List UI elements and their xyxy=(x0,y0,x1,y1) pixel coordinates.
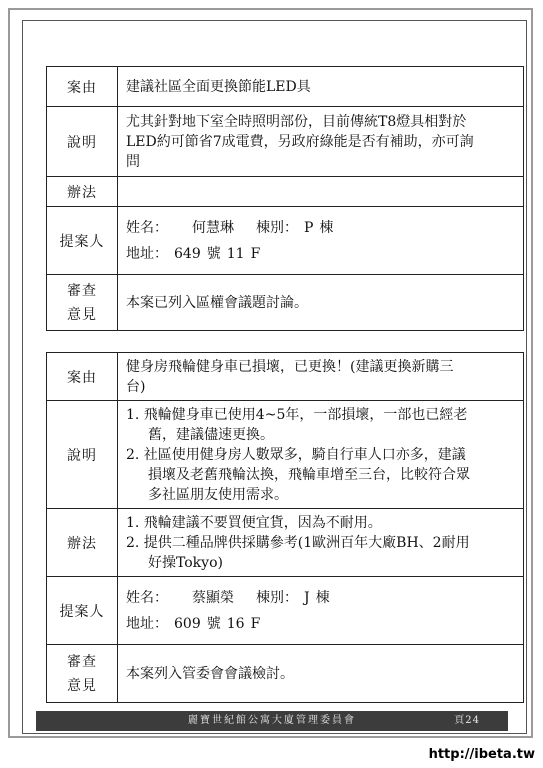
proposer-address-line xyxy=(126,241,515,267)
subject-line: 健身房飛輪健身車已損壞，已更換！(建議更換新購三 xyxy=(126,358,454,375)
name-label: 姓名： xyxy=(126,219,168,236)
review-text: 本案列入管委會會議檢討。 xyxy=(118,645,524,703)
review-label: 審查 意見 xyxy=(47,645,118,703)
explanation-label: 說明 xyxy=(47,401,118,509)
building-suffix: 棟 xyxy=(315,589,330,606)
method-text xyxy=(118,177,524,207)
proposer-name: 蔡顯榮 xyxy=(192,589,234,606)
address-floor: 11 xyxy=(226,245,245,262)
address-hao: 號 xyxy=(206,615,221,632)
explanation-line: LED約可節省7成電費，另政府綠能是否有補助，亦可詢 xyxy=(126,133,474,150)
address-floor-suffix: F xyxy=(250,615,261,632)
method-label: 辦法 xyxy=(47,509,118,577)
proposal-table-2 xyxy=(46,352,524,703)
address-number: 609 xyxy=(174,615,201,632)
explanation-line: 尤其針對地下室全時照明部份，目前傳統T8燈具相對於 xyxy=(126,113,467,130)
building-label: 棟別： xyxy=(256,219,298,236)
proposer-name-line xyxy=(126,215,515,241)
review-label: 審查 意見 xyxy=(47,275,118,331)
address-floor-suffix: F xyxy=(250,245,261,262)
name-label: 姓名： xyxy=(126,589,168,606)
building-label: 棟別： xyxy=(256,589,298,606)
proposer-name: 何慧琳 xyxy=(192,219,234,236)
subject-line: 台) xyxy=(126,378,146,395)
explanation-text xyxy=(118,107,524,177)
explanation-item-2: 2. 社區使用健身房人數眾多，騎自行車人口亦多，建議 損壞及老舊飛輪汰換，飛輪車增至三台，比較符合眾 多社區朋友使用需求。 xyxy=(126,446,470,503)
subject-label: 案由 xyxy=(47,67,118,107)
address-label: 地址： xyxy=(126,245,168,262)
proposal-table-1 xyxy=(46,66,524,331)
address-floor: 16 xyxy=(226,615,245,632)
subject-text: 建議社區全面更換節能LED具 xyxy=(118,67,524,107)
explanation-item-1: 1. 飛輪健身車已使用4~5年，一部損壞，一部也已經老 舊，建議儘速更換。 xyxy=(126,406,468,443)
review-text: 本案已列入區權會議題討論。 xyxy=(118,275,524,331)
building-suffix: 棟 xyxy=(319,219,334,236)
explanation-label: 說明 xyxy=(47,107,118,177)
proposer-info xyxy=(118,577,524,645)
footer-bar xyxy=(36,711,508,731)
address-label: 地址： xyxy=(126,615,168,632)
method-label: 辦法 xyxy=(47,177,118,207)
proposer-label: 提案人 xyxy=(47,207,118,275)
subject-text xyxy=(118,353,524,401)
method-item-1: 1. 飛輪建議不要買便宜貨，因為不耐用。 xyxy=(126,514,382,531)
explanation-text xyxy=(118,401,524,509)
proposer-name-line xyxy=(126,585,515,611)
subject-label: 案由 xyxy=(47,353,118,401)
explanation-line: 問 xyxy=(126,153,140,170)
address-number: 649 xyxy=(174,245,201,262)
proposer-address-line xyxy=(126,611,515,637)
method-text xyxy=(118,509,524,577)
building-value: J xyxy=(304,589,310,606)
footer-title: 麗寶世紀館公寓大廈管理委員會 xyxy=(188,715,356,726)
method-item-2: 2. 提供二種品牌供採購參考(1歐洲百年大廠BH、2耐用 好操Tokyo) xyxy=(126,534,470,571)
address-hao: 號 xyxy=(206,245,221,262)
building-value: P xyxy=(304,219,314,236)
page-number: 頁24 xyxy=(454,715,480,726)
proposer-label: 提案人 xyxy=(47,577,118,645)
proposer-info xyxy=(118,207,524,275)
watermark-url: http://ibeta.tw xyxy=(428,747,535,762)
